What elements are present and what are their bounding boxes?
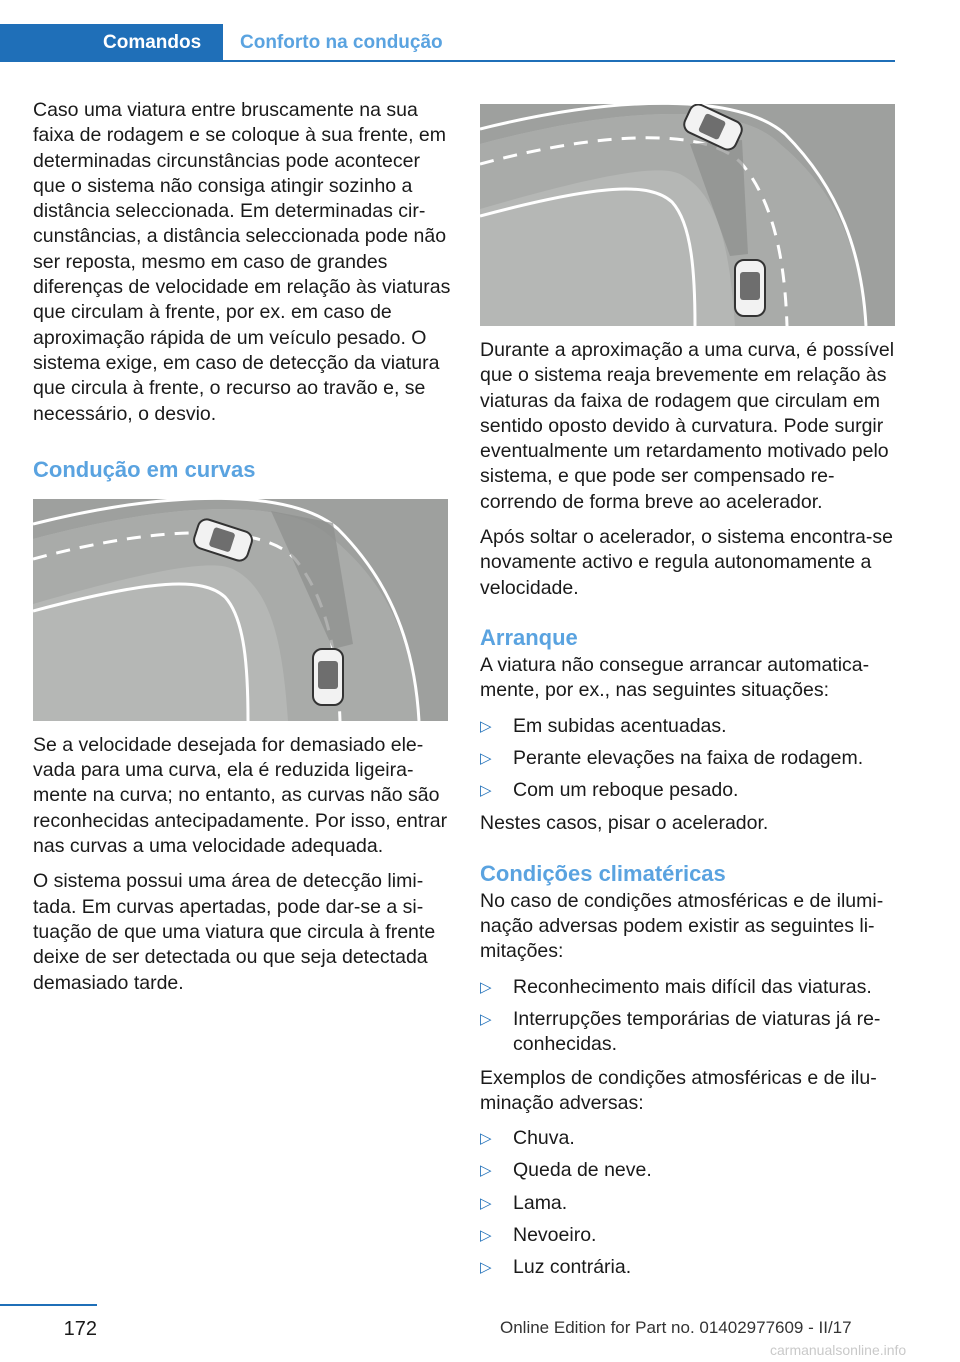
paragraph-weather-intro: No caso de condições atmosféricas e de iluminação adversas podem existir as seguintes limitações:	[480, 889, 884, 963]
triangle-bullet-icon: ▷	[480, 1194, 492, 1212]
list-item: ▷ Com um reboque pesado.	[480, 778, 898, 803]
list-item: ▷ Chuva.	[480, 1126, 898, 1151]
heading-curves: Condução em curvas	[33, 456, 256, 482]
list-item: ▷ Reconhecimento mais difícil das viaturas.	[480, 975, 898, 1000]
own-car-icon	[735, 260, 765, 316]
triangle-bullet-icon: ▷	[480, 1227, 492, 1245]
paragraph-oncoming: Durante a aproximação a uma curva, é possível que o sistema reaja brevemente em relação às viaturas da faixa de rodagem que circulam em sentido oposto devido à curvatura. Pode surgir eventualmente um retardamento motivado pelo sistema, e que pode ser compensado recorrendo de forma breve ao acelerador.	[480, 339, 895, 513]
list-item: ▷ Nevoeiro.	[480, 1223, 898, 1248]
triangle-bullet-icon: ▷	[480, 1010, 492, 1028]
triangle-bullet-icon: ▷	[480, 749, 492, 767]
triangle-bullet-icon: ▷	[480, 1130, 492, 1148]
heading-weather: Condições climatéricas	[480, 860, 726, 886]
list-limitations	[480, 975, 898, 1058]
list-start-situations	[480, 714, 898, 804]
triangle-bullet-icon: ▷	[480, 1162, 492, 1180]
paragraph-speed-reduction: Se a velocidade desejada for demasiado elevada para uma curva, ela é reduzida ligeiramente na curva; no entanto, as curvas não são reconhecidas antecipadamente. Por isso, entrar nas curvas a uma velocidade adequada.	[33, 733, 448, 858]
section-tab-conforto[interactable]: Conforto na condução	[240, 32, 443, 53]
list-item: ▷ Interrupções temporárias de viaturas já reconhecidas.	[480, 1007, 881, 1056]
page-number: 172	[63, 1318, 97, 1340]
paragraph-start-intro: A viatura não consegue arrancar automaticamente, por ex., nas seguintes situações:	[480, 653, 870, 702]
watermark: carmanualsonline.info	[770, 1342, 907, 1358]
list-item: ▷ Queda de neve.	[480, 1158, 898, 1183]
triangle-bullet-icon: ▷	[480, 782, 492, 800]
list-item: ▷ Luz contrária.	[480, 1255, 898, 1280]
list-item: ▷ Lama.	[480, 1191, 898, 1216]
header-divider	[0, 60, 895, 62]
edition-label: Online Edition for Part no. 01402977609 - II/17	[500, 1318, 852, 1337]
paragraph-reactivate: Após soltar o acelerador, o sistema encontra-se novamente activo e regula autonomamente a velocidade.	[480, 526, 893, 599]
paragraph-accelerator: Nestes casos, pisar o acelerador.	[480, 812, 769, 835]
left-column	[33, 98, 451, 1006]
section-tab-comandos[interactable]: Comandos	[0, 24, 223, 62]
paragraph-detection-area: O sistema possui uma área de detecção limitada. Em curvas apertadas, pode dar-se a situação de que uma viatura que circula à frente deixe de ser detectada ou que seja detectada demasiado tarde.	[33, 870, 436, 994]
heading-start: Arranque	[480, 624, 578, 650]
footer-divider	[0, 1304, 97, 1306]
triangle-bullet-icon: ▷	[480, 978, 492, 996]
triangle-bullet-icon: ▷	[480, 717, 492, 735]
curve-illustration-left	[33, 499, 448, 721]
right-column	[480, 338, 898, 1289]
paragraph-cut-in: Caso uma viatura entre bruscamente na sua faixa de rodagem e se coloque à sua frente, em determinadas circunstâncias pode acontecer que o sistema não consiga atingir sozinho a distância seleccionada. Em determinadas circunstâncias, a distância seleccionada pode não ser reposta, mesmo em caso de grandes diferenças de velocidade em relação às viaturas que circulam à frente, por ex. em caso de aproximação rápida de um veículo pesado. O sistema exige, em caso de detecção da viatura que circula à frente, o recurso ao travão e, se necessário, o desvio.	[33, 99, 451, 425]
triangle-bullet-icon: ▷	[480, 1259, 492, 1277]
curve-illustration-right	[480, 104, 895, 326]
list-item: ▷ Perante elevações na faixa de rodagem.	[480, 746, 898, 771]
list-weather-examples	[480, 1126, 898, 1280]
own-car-icon	[313, 649, 343, 705]
paragraph-weather-examples: Exemplos de condições atmosféricas e de iluminação adversas:	[480, 1066, 877, 1114]
list-item: ▷ Em subidas acentuadas.	[480, 714, 898, 739]
page-header	[0, 24, 895, 62]
